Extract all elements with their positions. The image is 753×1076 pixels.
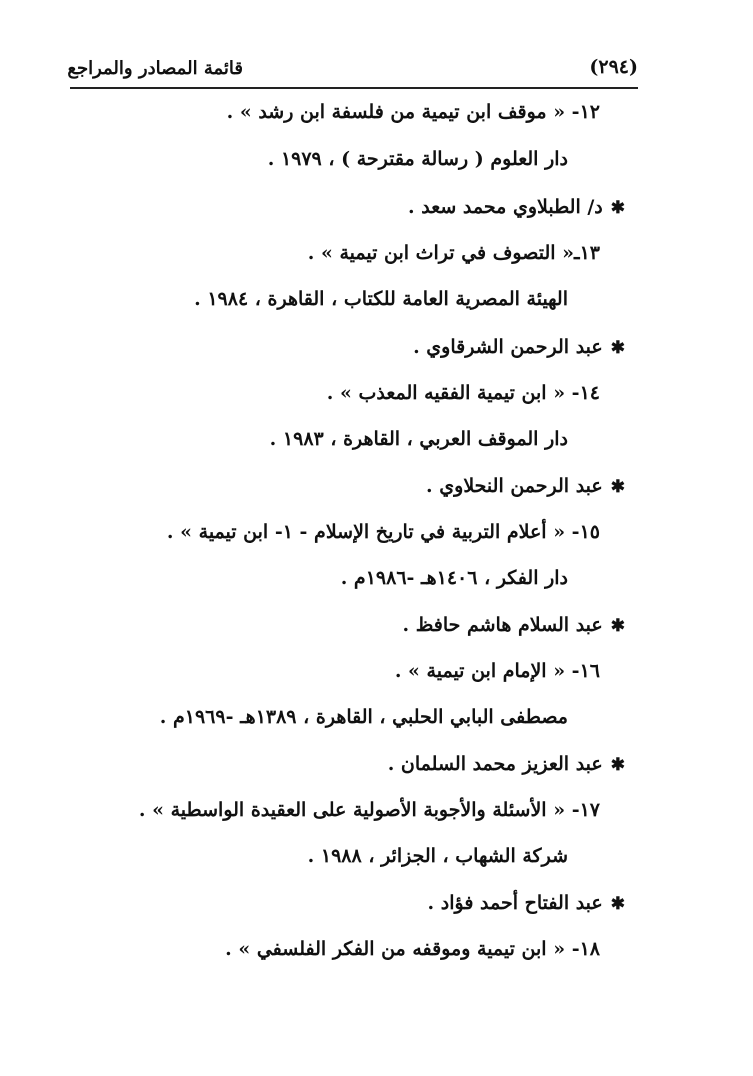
page-number: (٢٩٤) xyxy=(589,56,638,78)
bibliography-entry-17-title: ١٧- « الأسئلة والأجوبة الأصولية على العقيدة الواسطية » . xyxy=(138,799,600,821)
page-header xyxy=(67,52,638,86)
bibliography-entry-16-title: ١٦- « الإمام ابن تيمية » . xyxy=(394,660,600,682)
header-rule xyxy=(70,87,638,89)
bibliography-entry-15-title: ١٥- « أعلام التربية في تاريخ الإسلام - ١- ابن تيمية » . xyxy=(166,521,600,543)
bibliography-entry-17-publisher: شركة الشهاب ، الجزائر ، ١٩٨٨ . xyxy=(307,845,568,867)
bibliography-entry-15-publisher: دار الفكر ، ١٤٠٦هـ -١٩٨٦م . xyxy=(340,567,568,589)
running-title: قائمة المصادر والمراجع xyxy=(67,58,243,79)
bibliography-entry-12-title: ١٢- « موقف ابن تيمية من فلسفة ابن رشد » . xyxy=(226,101,600,123)
bibliography-entry-14-publisher: دار الموقف العربي ، القاهرة ، ١٩٨٣ . xyxy=(269,428,568,450)
author-salman: ✱عبد العزيز محمد السلمان . xyxy=(388,749,625,779)
bullet-star-icon: ✱ xyxy=(610,616,625,636)
bibliography-entry-16-publisher: مصطفى البابي الحلبي ، القاهرة ، ١٣٨٩هـ -١٩٦٩م . xyxy=(159,706,568,728)
bullet-star-icon: ✱ xyxy=(610,755,625,775)
bibliography-entry-18-title: ١٨- « ابن تيمية وموقفه من الفكر الفلسفي » . xyxy=(225,938,600,960)
bullet-star-icon: ✱ xyxy=(610,477,625,497)
bullet-star-icon: ✱ xyxy=(610,198,625,218)
author-fouad: ✱عبد الفتاح أحمد فؤاد . xyxy=(428,888,625,918)
author-nahlawi: ✱عبد الرحمن النحلاوي . xyxy=(426,471,625,501)
author-tabalawi: ✱د/ الطبلاوي محمد سعد . xyxy=(408,192,625,222)
bibliography-entry-14-title: ١٤- « ابن تيمية الفقيه المعذب » . xyxy=(326,382,600,404)
author-hafez: ✱عبد السلام هاشم حافظ . xyxy=(402,610,625,640)
bibliography-entry-13-title: ١٣ـ« التصوف في تراث ابن تيمية » . xyxy=(307,242,600,264)
bullet-star-icon: ✱ xyxy=(610,338,625,358)
author-sharqawi: ✱عبد الرحمن الشرقاوي . xyxy=(413,332,625,362)
bibliography-entry-13-publisher: الهيئة المصرية العامة للكتاب ، القاهرة ، ١٩٨٤ . xyxy=(194,288,568,310)
bibliography-entry-12-publisher: دار العلوم ( رسالة مقترحة ) ، ١٩٧٩ . xyxy=(267,148,568,170)
bullet-star-icon: ✱ xyxy=(610,894,625,914)
